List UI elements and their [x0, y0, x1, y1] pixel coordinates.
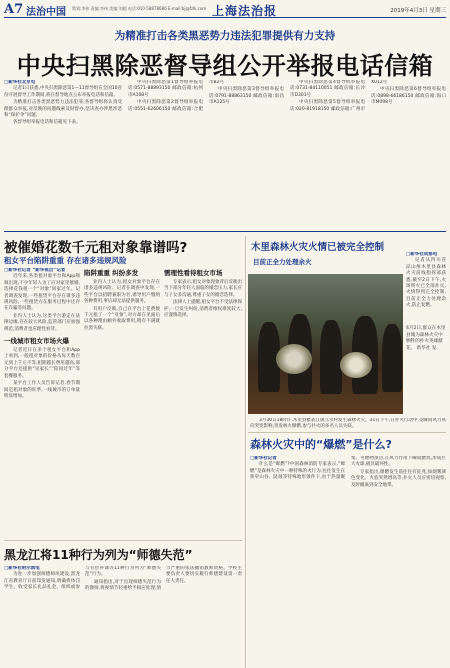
- story-paragraph: 专家表示,租女对象现象背后反映出当下部分年轻人面临的婚恋压力,家长应与子女多沟通,尊重子女的婚恋选择。: [164, 280, 242, 298]
- section-name: 法治中国: [26, 7, 66, 18]
- teacher-paragraph: 为进一步加强师德师风建设,黑龙江省教育厅日前印发通知,明确将体罚学生、收受家长礼品礼金、组织或参与有偿补课等11种行为列为“师德失范”行为。: [4, 566, 161, 591]
- page-number: A7: [4, 2, 24, 17]
- contact-entry: 中央扫黑除恶第1督导组举报电话:0571-88893150 邮政信箱:杭州市A108号: [128, 80, 203, 98]
- story-paragraph: 记者近日在多个租女平台和App上看到,一般租对象的价格从每天数百元到上千元不等,租期越长费用越高,部分平台还提供“见家长”“陪同过年”等套餐服务。: [4, 348, 80, 379]
- blowup-paragraph: 专家指出,爆燃发生前往往有征兆,如烟雾颜色变化、火焰突然增高等,扑火人员应密切观察,及时撤离到安全地带。: [351, 469, 446, 488]
- lead-body: [4, 80, 122, 230]
- contact-entry: 中央扫黑除恶第3督导组举报电话:0791-88863150 邮政信箱:南昌市A125号: [209, 87, 284, 106]
- fire-body-2: [250, 418, 446, 430]
- teacher-headline: 黑龙江将11种行为列为“师德失范”: [4, 548, 193, 562]
- blowup-paragraph: 什么是“爆燃”?中国森林消防专家表示,“爆燃”是森林火灾中一种特殊的火行为,往往发生在狭窄山谷、陡坡等特殊地形条件下,由于热量聚集、可燃物预热,在风力作用下瞬间燃烧,形成巨大火球,极具破坏性。: [250, 456, 446, 481]
- blowup-dateline: □新华社记者: [250, 456, 277, 461]
- section-divider: [248, 432, 446, 433]
- contact-entry: 中央扫黑除恶第4督导组举报电话:0731-84110051 邮政信箱:长沙市D301号: [290, 80, 365, 98]
- fire-subhead: 目前正全力处理余火: [253, 258, 312, 266]
- story-left-body: [4, 268, 80, 538]
- fire-paragraph: 3月30日18时许,木里县雅砻江镇立尔村发生森林火灾。31日下午,在扑火行动中,受瞬间风力风向突变影响,突发林火爆燃,参与扑火的多名人员失联。: [250, 418, 446, 430]
- story-paragraph: 近年来,各类租对象平台和App频频出现,不少年轻人为了应对家里催婚,选择花钱租一个“对象”回家过年。记者调查发现,一些租赁平台存在诸多违规风险,一些租赁方在服务过程中还存在诈骗等问题。: [4, 274, 80, 312]
- teacher-paragraph: 通知指出,对于出现师德失范行为的教师,将视情节轻重给予相应处理,情节严重的依法撤销教师资格。学校主要负责人要切实履行师德建设第一责任人责任。: [85, 566, 242, 592]
- fire-dateline: □新华社成都电: [406, 252, 438, 257]
- lead-dateline: □新华社北京电: [4, 80, 36, 85]
- editor-info: 策划:李伟 责编:李伟 美编:刘超 电话:010-58878686 E-mail:bj@fzlk.com: [72, 6, 207, 11]
- teacher-dateline: □新华社哈尔滨电: [4, 566, 40, 571]
- lead-paragraph: 为精准打击各类黑恶势力违法犯罪,各督导组将认真受理群众举报,对反映的问题线索及时督办,坚决查办涉黑涉恶和“保护伞”问题。: [4, 100, 122, 119]
- lead-contacts: [128, 80, 446, 230]
- fire-headline: 木里森林火灾火情已被完全控制: [251, 242, 385, 253]
- story-subhead: 租女平台陷阱重重 存在诸多违规风险: [4, 256, 127, 265]
- blowup-headline: 森林火灾中的“爆燃”是什么?: [250, 438, 392, 451]
- masthead: [4, 2, 446, 18]
- issue-date: 2019年4月3日 星期三: [390, 8, 446, 14]
- fire-paragraph: 记者从四川省凉山州木里县森林火灾前线指挥部获悉,截至2日下午,火场明火已全部扑灭,火情得到完全控制,目前正全力处理余火,防止复燃。: [406, 258, 446, 309]
- story-paragraph: 法律人士提醒,租女平台不受法律保护,一旦发生纠纷,消费者维权难度较大,应谨慎选择。: [164, 300, 242, 319]
- story-paragraph: 某平台工作人员告诉记者,春节期间是租对象的旺季,一线城市的订单量明显增加。: [4, 381, 80, 399]
- column-title: 陷阱重重 纠纷多发: [84, 269, 139, 277]
- story-paragraph: 业内人士认为,这类平台游走在法律边缘,存在较大风险,监管部门应加强规范,消费者也应理性看待。: [4, 313, 80, 332]
- story-paragraph: 业内人士认为,租女对象平台存在诸多违规风险。记者在调查中发现,一些平台以招聘兼职为名,诱导用户缴纳各种费用,事后却无法提供服务。: [84, 280, 160, 305]
- story-paragraph: 有用户反映,自己在平台上花费数千元租了一个“对象”,对方却在见面后以各种理由额外收取费用,稍有不满就拉黑失联。: [84, 306, 160, 331]
- column-title: 需理性看待租女市场: [164, 269, 223, 277]
- contact-entry: 中央扫黑除恶第2督导组举报电话:0551-62606150 邮政信箱:合肥市B2号: [128, 80, 224, 112]
- section-title: 一线城市租女市场火爆: [4, 337, 69, 346]
- news-photo: [248, 274, 403, 414]
- teacher-body: [4, 566, 242, 666]
- column-divider: [245, 236, 246, 668]
- story-left-col2: [84, 268, 160, 538]
- story-dateline: □新华社记者 “新华视点”记者: [4, 268, 66, 273]
- lead-paragraph: 各督导组举报电话和信箱见下表。: [13, 120, 81, 126]
- newspaper-logo: 上海法治报: [212, 4, 278, 18]
- section-divider: [4, 231, 446, 232]
- photo-caption: 4月2日,群众在木里县城为森林火灾中牺牲的扑火英雄献花。 新华社 发: [406, 326, 446, 351]
- contact-entry: 中央扫黑除恶第6督导组举报电话:0898-66186150 邮政信箱:海口市M098号: [371, 87, 446, 106]
- story-left-col3: [164, 268, 242, 538]
- lead-headline: 中央扫黑除恶督导组公开举报电话信箱: [16, 52, 434, 80]
- contact-entry: 中央扫黑除恶第5督导组举报电话:020-81918150 邮政信箱:广州市X012号: [290, 80, 388, 112]
- fire-body: [406, 252, 446, 324]
- blowup-body: [250, 456, 446, 666]
- lead-kicker: 为精准打击各类黑恶势力违法犯罪提供有力支持: [114, 30, 336, 42]
- section-divider: [4, 540, 242, 541]
- story-headline: 被催婚花数千元租对象靠谱吗?: [4, 240, 188, 256]
- lead-paragraph: 记者1日获悉,中央扫黑除恶第1—11督导组在全国10省份开展督导工作期间,将在督导地点公布举报电话和信箱。: [4, 86, 122, 98]
